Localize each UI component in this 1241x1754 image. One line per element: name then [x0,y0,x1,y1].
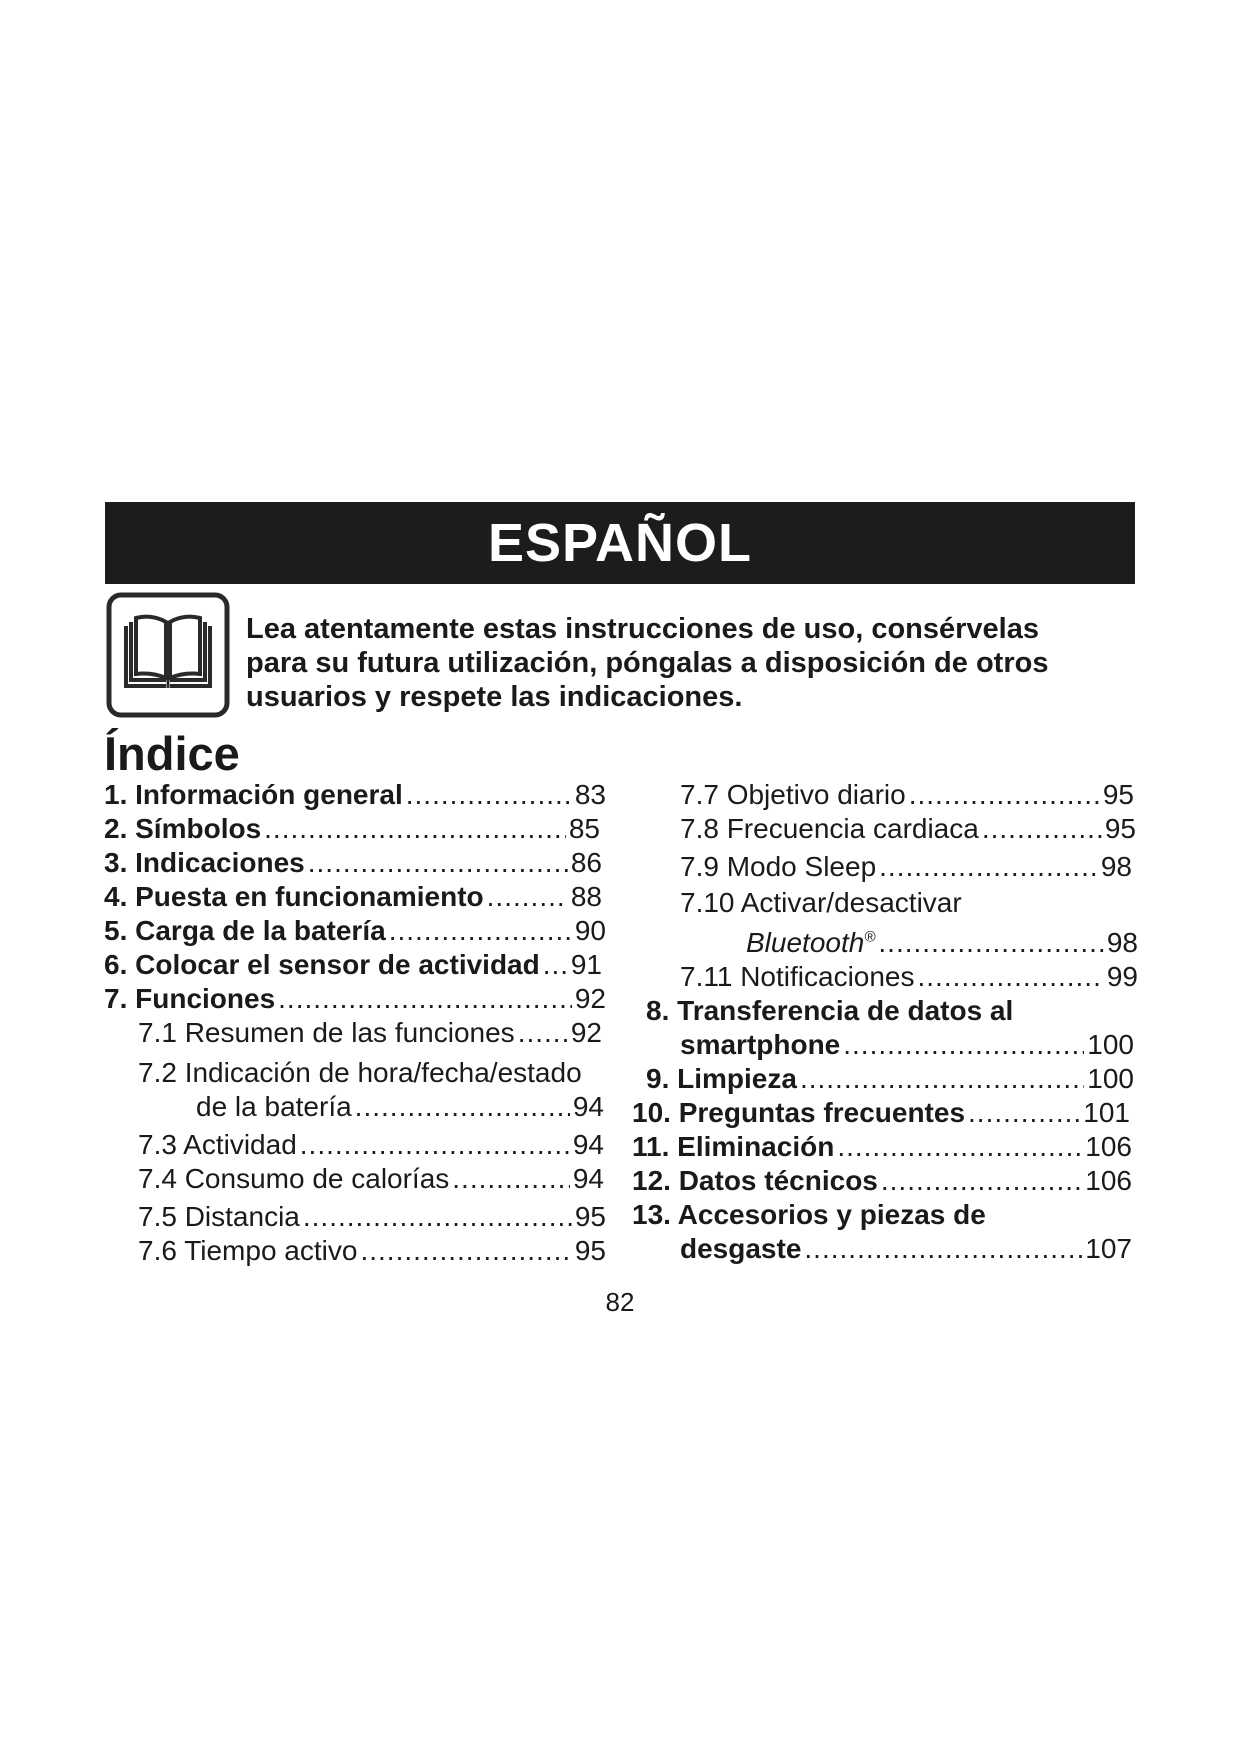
toc-entry-label [746,926,875,960]
leader-dots [878,926,1103,960]
leader-dots [303,1200,572,1234]
toc-entry-page: 99 [1106,961,1138,992]
leader-dots [804,1232,1082,1266]
leader-dots [264,812,566,846]
toc-entry-page: 94 [572,1129,604,1160]
toc-entry-page: 91 [570,949,602,980]
open-book-icon [106,592,230,718]
leader-dots [843,1028,1084,1062]
notice-line-3: usuarios y respete las indicaciones. [246,681,743,713]
toc-entry-page: 85 [568,813,600,844]
toc-entry-label: 3. Indicaciones [104,847,305,878]
read-instructions-notice [246,612,1146,714]
toc-entry-6[interactable] [104,948,602,982]
leader-dots [982,812,1102,846]
toc-entry-label: 1. Información general [104,779,403,810]
toc-entry-page: 90 [574,915,606,946]
toc-entry-label: 4. Puesta en funcionamiento [104,881,484,912]
leader-dots [968,1096,1080,1130]
toc-entry-7-4[interactable] [138,1162,604,1196]
toc-entry-label: 10. Preguntas frecuentes [632,1097,966,1128]
leader-dots [300,1128,570,1162]
toc-entry-11[interactable] [632,1130,1132,1164]
index-title: Índice [104,727,240,780]
toc-entry-label: 7.11 Notificaciones [680,961,915,992]
toc-entry-7-5[interactable] [138,1200,606,1234]
leader-dots [918,960,1104,994]
toc-entry-label: 5. Carga de la batería [104,915,386,946]
registered-mark: ® [864,928,876,946]
leader-dots [909,778,1100,812]
leader-dots [881,1164,1082,1198]
toc-entry-label: de la batería [196,1091,352,1122]
toc-entry-page: 101 [1083,1097,1130,1128]
leader-dots [837,1130,1082,1164]
toc-entry-page: 95 [574,1201,606,1232]
toc-entry-label: 6. Colocar el sensor de actividad [104,949,540,980]
toc-entry-page: 95 [1102,779,1134,810]
toc-entry-page: 106 [1085,1165,1132,1196]
leader-dots [389,914,572,948]
toc-entry-12[interactable] [632,1164,1132,1198]
toc-entry-label: 7.3 Actividad [138,1129,297,1160]
toc-entry-1[interactable] [104,778,606,812]
toc-entry-7-10[interactable] [746,926,1138,960]
toc-entry-7-2[interactable] [196,1090,604,1124]
toc-entry-label: 7.6 Tiempo activo [138,1235,358,1266]
toc-entry-page: 94 [572,1163,604,1194]
toc-entry-7-10-line-1[interactable]: 7.10 Activar/desactivar [680,887,962,918]
toc-entry-13-line-1[interactable]: 13. Accesorios y piezas de [632,1199,986,1230]
leader-dots [360,1234,571,1268]
toc-entry-page: 92 [570,1017,602,1048]
toc-entry-page: 95 [574,1235,606,1266]
notice-line-1: Lea atentamente estas instrucciones de uso, consérvelas [246,613,1039,645]
toc-entry-label: desgaste [680,1233,802,1264]
toc-entry-page: 106 [1085,1131,1132,1162]
toc-entry-13[interactable] [680,1232,1132,1266]
toc-entry-page: 94 [572,1091,604,1122]
toc-entry-7-3[interactable] [138,1128,604,1162]
toc-entry-9[interactable] [646,1062,1134,1096]
toc-entry-7-9[interactable] [680,850,1132,884]
toc-entry-label: 2. Símbolos [104,813,262,844]
toc-entry-label: smartphone [680,1029,841,1060]
toc-entry-page: 95 [1104,813,1136,844]
language-title: ESPAÑOL [487,513,753,573]
toc-entry-page: 98 [1100,851,1132,882]
notice-line-2: para su futura utilización, póngalas a disposición de otros [246,647,1049,679]
toc-entry-7-1[interactable] [138,1016,602,1050]
leader-dots [308,846,568,880]
toc-entry-7-11[interactable] [680,960,1138,994]
toc-entry-page: 86 [570,847,602,878]
leader-dots [355,1090,570,1124]
language-banner [105,502,1135,584]
toc-entry-label: 9. Limpieza [646,1063,797,1094]
toc-entry-label: 7.8 Frecuencia cardiaca [680,813,979,844]
leader-dots [406,778,572,812]
leader-dots [278,982,572,1016]
toc-entry-7[interactable] [104,982,606,1016]
toc-entry-5[interactable] [104,914,606,948]
bluetooth-label: Bluetooth [746,927,865,958]
toc-entry-label: 11. Eliminación [632,1131,835,1162]
toc-entry-page: 100 [1087,1063,1134,1094]
toc-entry-page: 92 [574,983,606,1014]
toc-entry-label: 7.9 Modo Sleep [680,851,877,882]
toc-entry-label: 7.7 Objetivo diario [680,779,906,810]
toc-entry-3[interactable] [104,846,602,880]
toc-entry-7-2-line-1[interactable]: 7.2 Indicación de hora/fecha/estado [138,1057,582,1088]
leader-dots [452,1162,570,1196]
toc-entry-8[interactable] [680,1028,1134,1062]
toc-entry-label: 12. Datos técnicos [632,1165,878,1196]
toc-entry-10[interactable] [632,1096,1130,1130]
toc-entry-label: 7. Funciones [104,983,276,1014]
toc-entry-page: 83 [574,779,606,810]
leader-dots [800,1062,1084,1096]
toc-entry-7-7[interactable] [680,778,1134,812]
toc-entry-label: 7.4 Consumo de calorías [138,1163,450,1194]
leader-dots [879,850,1098,884]
toc-entry-7-8[interactable] [680,812,1136,846]
toc-entry-page: 100 [1087,1029,1134,1060]
toc-entry-7-6[interactable] [138,1234,606,1268]
toc-entry-2[interactable] [104,812,600,846]
toc-entry-page: 107 [1085,1233,1132,1264]
toc-entry-label: 7.1 Resumen de las funciones [138,1017,515,1048]
toc-entry-page: 88 [570,881,602,912]
page-number: 82 [605,1287,635,1317]
leader-dots [487,880,568,914]
toc-entry-4[interactable] [104,880,602,914]
toc-entry-page: 98 [1106,927,1138,958]
leader-dots [543,948,568,982]
toc-entry-label: 7.5 Distancia [138,1201,300,1232]
toc-entry-8-line-1[interactable]: 8. Transferencia de datos al [646,995,1014,1026]
leader-dots [518,1016,568,1050]
